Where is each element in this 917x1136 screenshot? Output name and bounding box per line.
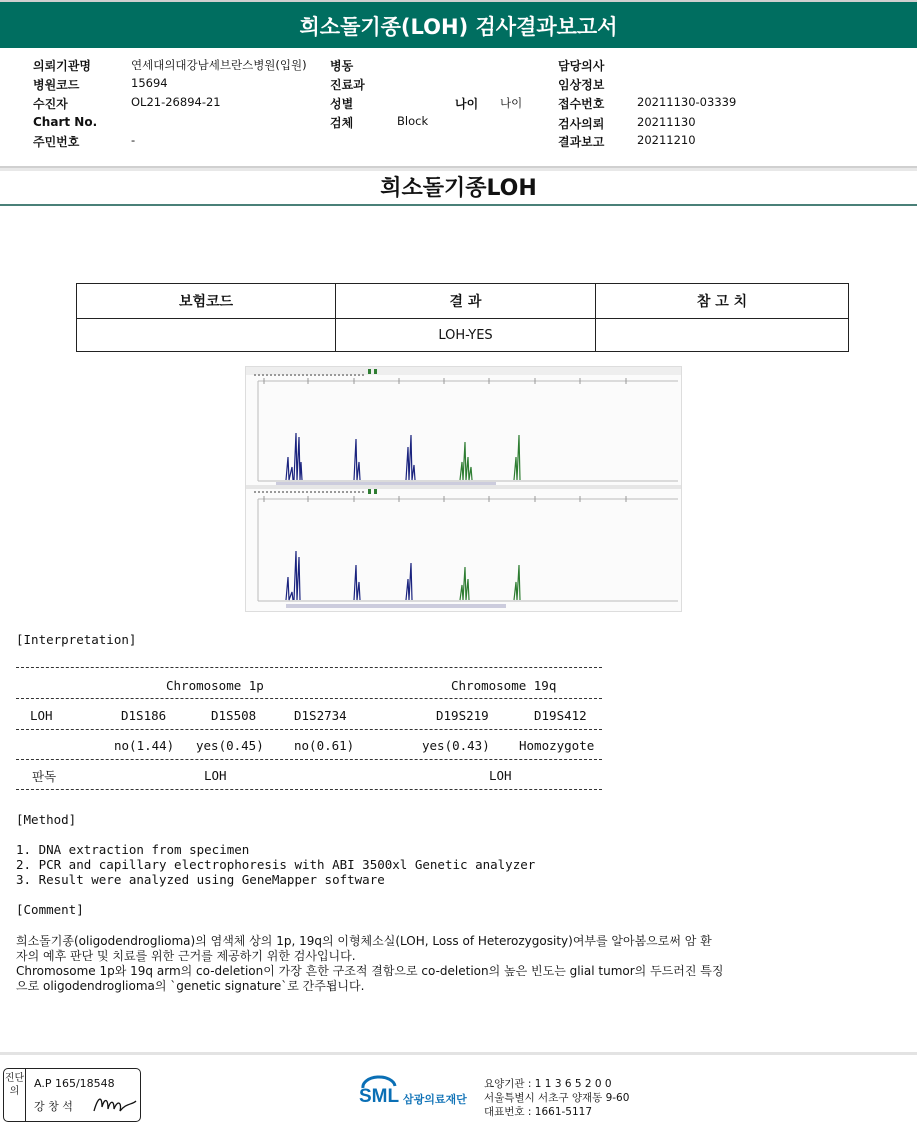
marker-d19s219: D19S219	[436, 708, 489, 723]
report-value: 20211210	[637, 133, 696, 147]
divider	[16, 759, 602, 760]
marker-d1s2734: D1S2734	[294, 708, 347, 723]
sml-logo	[357, 1074, 482, 1114]
resident-value: -	[131, 133, 136, 147]
institution-label: 의뢰기관명	[33, 59, 91, 73]
divider	[16, 729, 602, 730]
age-label: 나이	[455, 97, 479, 111]
result-table	[76, 283, 849, 352]
sml-logo-text: SML	[359, 1086, 400, 1107]
header-insurance-code: 보험코드	[77, 284, 336, 319]
institution-value: 연세대의대강남세브란스병원(입원)	[131, 58, 307, 72]
cell-insurance-code	[77, 319, 336, 352]
divider	[0, 204, 917, 206]
method-line-2: 2. PCR and capillary electrophoresis with ABI 3500xl Genetic analyzer	[16, 857, 536, 872]
cell-reference	[596, 319, 849, 352]
receiver-label: 수진자	[33, 97, 68, 111]
specimen-value: Block	[397, 114, 429, 128]
value-d19s219: yes(0.43)	[422, 738, 490, 753]
report-title: 희소돌기종(LOH) 검사결과보고서	[0, 0, 917, 48]
marker-d19s412: D19S412	[534, 708, 587, 723]
stamp-side-label: 진단의	[4, 1069, 26, 1121]
request-label: 검사의뢰	[558, 117, 605, 131]
divider	[16, 789, 602, 790]
stamp-name: 강 창 석	[34, 1100, 73, 1113]
comment-line-4: 으로 oligodendroglioma의 `genetic signature`로 간주됩니다.	[16, 979, 365, 993]
chart-label: Chart No.	[33, 115, 98, 129]
ward-label: 병동	[330, 59, 354, 73]
method-line-3: 3. Result were analyzed using GeneMapper software	[16, 872, 385, 887]
comment-heading: [Comment]	[16, 902, 84, 917]
sex-label: 성별	[330, 97, 354, 111]
specimen-label: 검체	[330, 116, 354, 130]
electropherogram-image	[245, 366, 682, 612]
value-d1s508: yes(0.45)	[196, 738, 264, 753]
header-reference: 참 고 치	[596, 284, 849, 319]
accession-value: 20211130-03339	[637, 95, 737, 109]
doctor-label: 담당의사	[558, 59, 605, 73]
signature-icon	[92, 1093, 138, 1115]
pathologist-stamp	[3, 1068, 141, 1122]
header-result: 결 과	[336, 284, 596, 319]
judgement-1p: LOH	[204, 768, 227, 783]
resident-label: 주민번호	[33, 135, 80, 149]
request-value: 20211130	[637, 115, 696, 129]
hospital-code-label: 병원코드	[33, 78, 80, 92]
dept-label: 진료과	[330, 78, 365, 92]
age-value: 나이	[500, 96, 523, 110]
footer-line-3: 대표번호 : 1661-5117	[484, 1106, 593, 1118]
hospital-code-value: 15694	[131, 76, 168, 90]
divider	[0, 168, 917, 171]
divider	[16, 667, 602, 668]
test-subtitle: 희소돌기종LOH	[380, 176, 537, 201]
comment-line-3: Chromosome 1p와 19q arm의 co-deletion이 가장 흔한 구조적 결함으로 co-deletion의 높은 빈도는 glial tumor의 두드러진 특징	[16, 964, 724, 978]
value-d19s412: Homozygote	[519, 738, 595, 753]
judgement-label: 판독	[32, 769, 57, 784]
comment-line-2: 자의 예후 판단 및 치료를 위한 근거를 제공하기 위한 검사입니다.	[16, 949, 356, 963]
judgement-19q: LOH	[489, 768, 512, 783]
interpretation-heading: [Interpretation]	[16, 632, 137, 647]
report-label: 결과보고	[558, 135, 605, 149]
method-line-1: 1. DNA extraction from specimen	[16, 842, 250, 857]
loh-row-label: LOH	[30, 708, 53, 723]
chromosome-19q-label: Chromosome 19q	[451, 678, 557, 693]
footer-line-2: 서울특별시 서초구 양재동 9-60	[484, 1092, 630, 1104]
marker-d1s508: D1S508	[211, 708, 257, 723]
comment-line-1: 희소돌기종(oligodendroglioma)의 염색체 상의 1p, 19q의 이형체소실(LOH, Loss of Heterozygosity)여부를 알아봄으로써 암 환	[16, 934, 712, 948]
accession-label: 접수번호	[558, 97, 605, 111]
stamp-ap: A.P 165/18548	[34, 1077, 115, 1090]
chromosome-1p-label: Chromosome 1p	[166, 678, 264, 693]
value-d1s2734: no(0.61)	[294, 738, 355, 753]
value-d1s186: no(1.44)	[114, 738, 175, 753]
receiver-value: OL21-26894-21	[131, 95, 221, 109]
cell-result: LOH-YES	[336, 319, 596, 352]
divider	[16, 698, 602, 699]
footer-line-1: 요양기관 : 1 1 3 6 5 2 0 0	[484, 1078, 612, 1090]
sml-logo-name: 삼광의료재단	[403, 1093, 467, 1106]
patient-info-panel	[0, 48, 917, 168]
method-heading: [Method]	[16, 812, 77, 827]
marker-d1s186: D1S186	[121, 708, 167, 723]
clinical-label: 임상정보	[558, 78, 605, 92]
